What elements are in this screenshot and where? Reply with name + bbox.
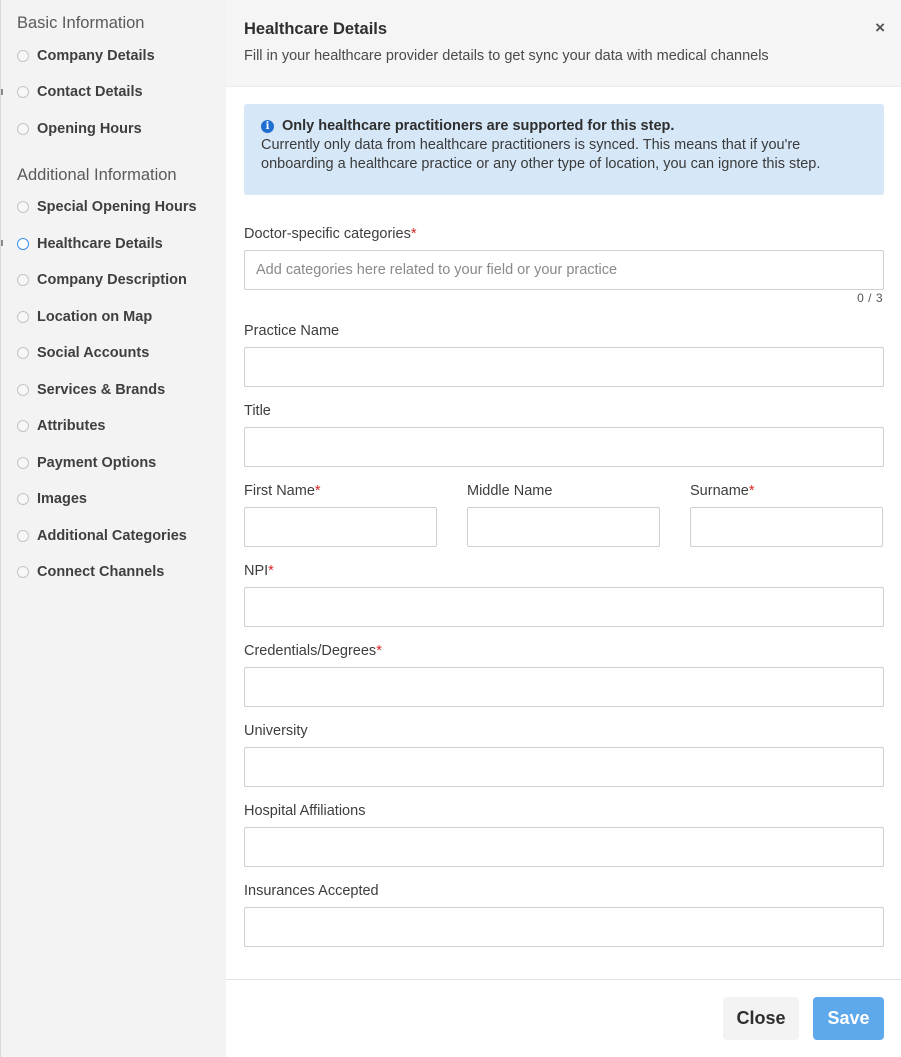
info-banner: [244, 104, 884, 195]
save-button[interactable]: Save: [813, 997, 884, 1040]
sidebar-item-healthcare-details[interactable]: [17, 232, 222, 256]
sidebar-item-label: Location on Map: [37, 309, 153, 325]
required-mark: *: [376, 643, 382, 659]
categories-label: Doctor-specific categories*: [244, 226, 417, 242]
sidebar-item-label: Company Description: [37, 272, 187, 288]
modal-header: [226, 0, 901, 87]
sidebar-edge-marker: [1, 240, 3, 246]
title-input[interactable]: [244, 427, 884, 467]
surname-label: Surname*: [690, 483, 755, 499]
categories-counter: 0 / 3: [857, 291, 883, 305]
sidebar-item-location-on-map[interactable]: [17, 305, 222, 329]
sidebar-item-label: Images: [37, 491, 87, 507]
title-label: Title: [244, 403, 271, 419]
page-subtitle: Fill in your healthcare provider details to get sync your data with medical channels: [244, 48, 769, 64]
info-icon: i: [261, 120, 274, 133]
required-mark: *: [314, 483, 321, 499]
sidebar-item-opening-hours[interactable]: [17, 117, 222, 141]
sidebar-edge-marker: [1, 89, 3, 95]
university-label: University: [244, 723, 308, 739]
sidebar-section-additional: Additional Information: [17, 166, 177, 184]
footer-divider: [226, 979, 901, 980]
insurances-input[interactable]: [244, 907, 884, 947]
info-text-line: onboarding a healthcare practice or any other type of location, you can ignore this step.: [261, 156, 821, 172]
sidebar-item-contact-details[interactable]: [17, 80, 222, 104]
step-radio-active-icon: [17, 238, 29, 250]
sidebar-item-label: Attributes: [37, 418, 106, 434]
step-radio-icon: [17, 201, 29, 213]
credentials-input[interactable]: [244, 667, 884, 707]
step-radio-icon: [17, 457, 29, 469]
sidebar-item-images[interactable]: [17, 487, 222, 511]
close-button[interactable]: Close: [723, 997, 799, 1040]
npi-input[interactable]: [244, 587, 884, 627]
step-radio-icon: [17, 493, 29, 505]
hospital-affiliations-input[interactable]: [244, 827, 884, 867]
required-mark: *: [748, 483, 755, 499]
step-radio-icon: [17, 123, 29, 135]
practice-name-label: Practice Name: [244, 323, 340, 339]
credentials-label: Credentials/Degrees*: [244, 643, 382, 659]
sidebar-item-special-opening-hours[interactable]: [17, 195, 222, 219]
info-text-line: Currently only data from healthcare practitioners is synced. This means that if you're: [261, 137, 801, 153]
sidebar-item-payment-options[interactable]: [17, 451, 222, 475]
sidebar-item-label: Social Accounts: [37, 345, 150, 361]
sidebar-item-label: Contact Details: [37, 84, 143, 100]
sidebar-item-label: Special Opening Hours: [37, 199, 197, 215]
sidebar-nav: [0, 0, 226, 1057]
university-input[interactable]: [244, 747, 884, 787]
step-radio-icon: [17, 384, 29, 396]
step-radio-icon: [17, 420, 29, 432]
middle-name-label: Middle Name: [467, 483, 553, 499]
step-radio-icon: [17, 50, 29, 62]
sidebar-item-label: Payment Options: [37, 455, 157, 471]
sidebar-item-connect-channels[interactable]: [17, 560, 222, 584]
categories-input[interactable]: [244, 250, 884, 290]
required-mark: *: [410, 226, 417, 242]
sidebar-section-basic: Basic Information: [17, 14, 145, 32]
sidebar-item-label: Opening Hours: [37, 121, 142, 137]
surname-input[interactable]: [690, 507, 883, 547]
info-heading: Only healthcare practitioners are supported for this step.: [282, 118, 675, 134]
npi-label: NPI*: [244, 563, 274, 579]
sidebar-item-label: Healthcare Details: [37, 236, 163, 252]
step-radio-icon: [17, 274, 29, 286]
sidebar-item-label: Company Details: [37, 48, 155, 64]
step-radio-icon: [17, 311, 29, 323]
hospital-affiliations-label: Hospital Affiliations: [244, 803, 366, 819]
close-icon[interactable]: ×: [875, 18, 885, 37]
sidebar-item-label: Services & Brands: [37, 382, 166, 398]
sidebar-item-services-brands[interactable]: [17, 378, 222, 402]
sidebar-item-additional-categories[interactable]: [17, 524, 222, 548]
step-radio-icon: [17, 566, 29, 578]
step-radio-icon: [17, 530, 29, 542]
insurances-label: Insurances Accepted: [244, 883, 379, 899]
sidebar-item-social-accounts[interactable]: [17, 341, 222, 365]
first-name-label: First Name*: [244, 483, 321, 499]
sidebar-item-label: Additional Categories: [37, 528, 187, 544]
middle-name-input[interactable]: [467, 507, 660, 547]
page-title: Healthcare Details: [244, 20, 388, 38]
sidebar-item-company-description[interactable]: [17, 268, 222, 292]
sidebar-item-attributes[interactable]: [17, 414, 222, 438]
first-name-input[interactable]: [244, 507, 437, 547]
step-radio-icon: [17, 86, 29, 98]
step-radio-icon: [17, 347, 29, 359]
required-mark: *: [268, 563, 274, 579]
practice-name-input[interactable]: [244, 347, 884, 387]
sidebar-item-company-details[interactable]: [17, 44, 222, 68]
sidebar-item-label: Connect Channels: [37, 564, 165, 580]
